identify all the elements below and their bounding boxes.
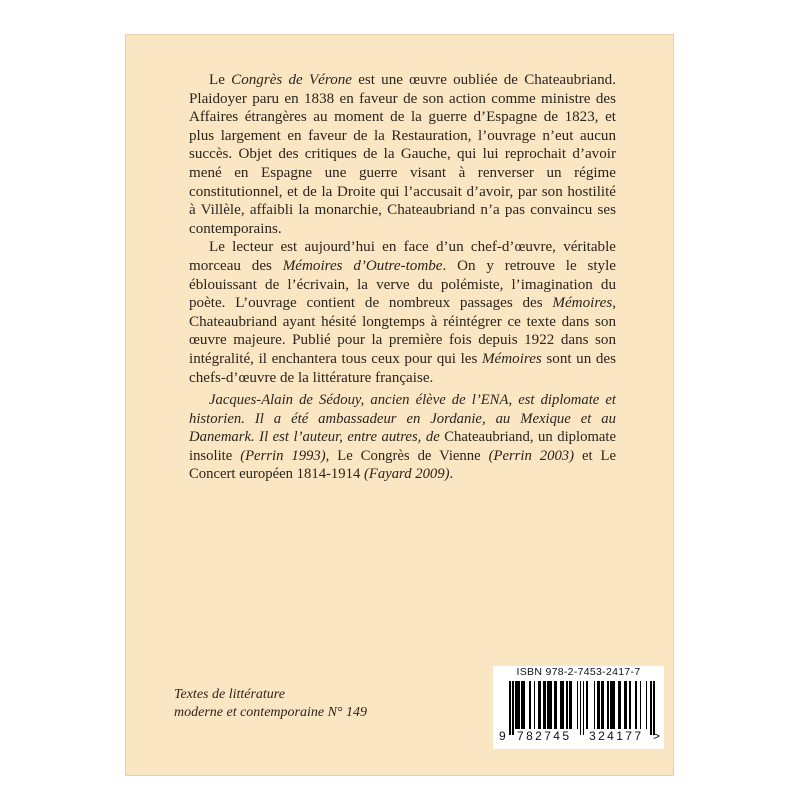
barcode-bar <box>518 681 520 729</box>
barcode-bar <box>523 681 525 729</box>
barcode-bar <box>629 681 631 729</box>
barcode-bar <box>529 681 531 729</box>
barcode-right-digits: 324177 <box>589 729 644 743</box>
series-line-2: moderne et contemporaine N° 149 <box>174 705 368 720</box>
series-name <box>174 686 367 722</box>
barcode-bar <box>594 681 596 729</box>
barcode-bar <box>509 681 511 735</box>
barcode-bar <box>563 681 565 729</box>
blurb-paragraph-1: Le Congrès de Vérone est une œuvre oubliée de Chateaubriand. Plaidoyer paru en 1838 en faveur de son action comme ministre des Affaires étrangères au moment de la guerre d’Espagne de 1823, et plus largement en faveur de la Restauration, l’ouvrage n’eut aucun succès. Objet des critiques de la Gauche, qui lui reprochait d’avoir mené en Espagne une guerre visant à renverser un régime constitutionnel, et de la Droite qui l’accusait d’avoir, par son hostilité à Villèle, affaibli la monarchie, Chateaubriand n’a pas convaincu ses contemporains. <box>189 72 616 237</box>
author-bio <box>189 391 616 484</box>
series-line-1: Textes de littérature <box>174 687 285 702</box>
barcode-bar <box>512 681 514 735</box>
blurb-paragraph-2: Le lecteur est aujourd’hui en face d’un chef-d’œuvre, véritable morceau des Mémoires d’Outre-tombe. On y retrouve le style éblouissant de l’écrivain, la verve du polémiste, l’imagination du poète. L’ouvrage contient de nombreux passages des Mémoires, Chateaubriand ayant hésité longtemps à réintégrer ce texte dans son œuvre majeure. Publié pour la première fois depuis 1922 dans son intégralité, il enchantera tous ceux pour qui les Mémoires sont un des chefs-d’œuvre de la littérature française. <box>189 239 617 386</box>
barcode-arrow: > <box>653 729 661 743</box>
barcode-bar <box>620 681 622 729</box>
barcode-bar <box>650 681 652 735</box>
barcode-bar <box>603 681 605 729</box>
author-bio-text: Jacques-Alain de Sédouy, ancien élève de l’ENA, est diplomate et historien. Il a été ambassadeur en Jordanie, au Mexique et au Danemark. Il est l’auteur, entre autres, de Chateaubriand, un diplomate insolite (Perrin 1993), Le Congrès de Vienne (Perrin 2003) et Le Concert européen 1814-1914 (Fayard 2009). <box>189 392 616 483</box>
barcode-bar <box>544 681 546 729</box>
barcode-bar <box>555 681 557 729</box>
barcode-bar <box>540 681 542 729</box>
barcode-bar <box>586 681 588 729</box>
barcode-first-digit: 9 <box>499 729 506 743</box>
barcode-bar <box>635 681 637 729</box>
barcode-bar <box>570 681 572 729</box>
barcode-bar <box>626 681 628 729</box>
barcode <box>493 666 664 749</box>
barcode-bar <box>580 681 582 735</box>
barcode-bar <box>607 681 609 729</box>
barcode-bar <box>640 681 642 729</box>
barcode-bar <box>646 681 648 729</box>
barcode-bar <box>653 681 655 735</box>
barcode-bar <box>577 681 579 729</box>
blurb <box>189 71 616 387</box>
barcode-bars <box>509 681 655 729</box>
barcode-bar <box>583 681 585 735</box>
barcode-left-digits: 782745 <box>517 729 572 743</box>
barcode-bar <box>598 681 600 729</box>
book-back-cover <box>126 35 673 775</box>
barcode-bar <box>566 681 568 729</box>
barcode-bar <box>614 681 616 729</box>
barcode-bar <box>550 681 552 729</box>
isbn-label: ISBN 978-2-7453-2417-7 <box>516 666 641 678</box>
barcode-bar <box>534 681 536 729</box>
